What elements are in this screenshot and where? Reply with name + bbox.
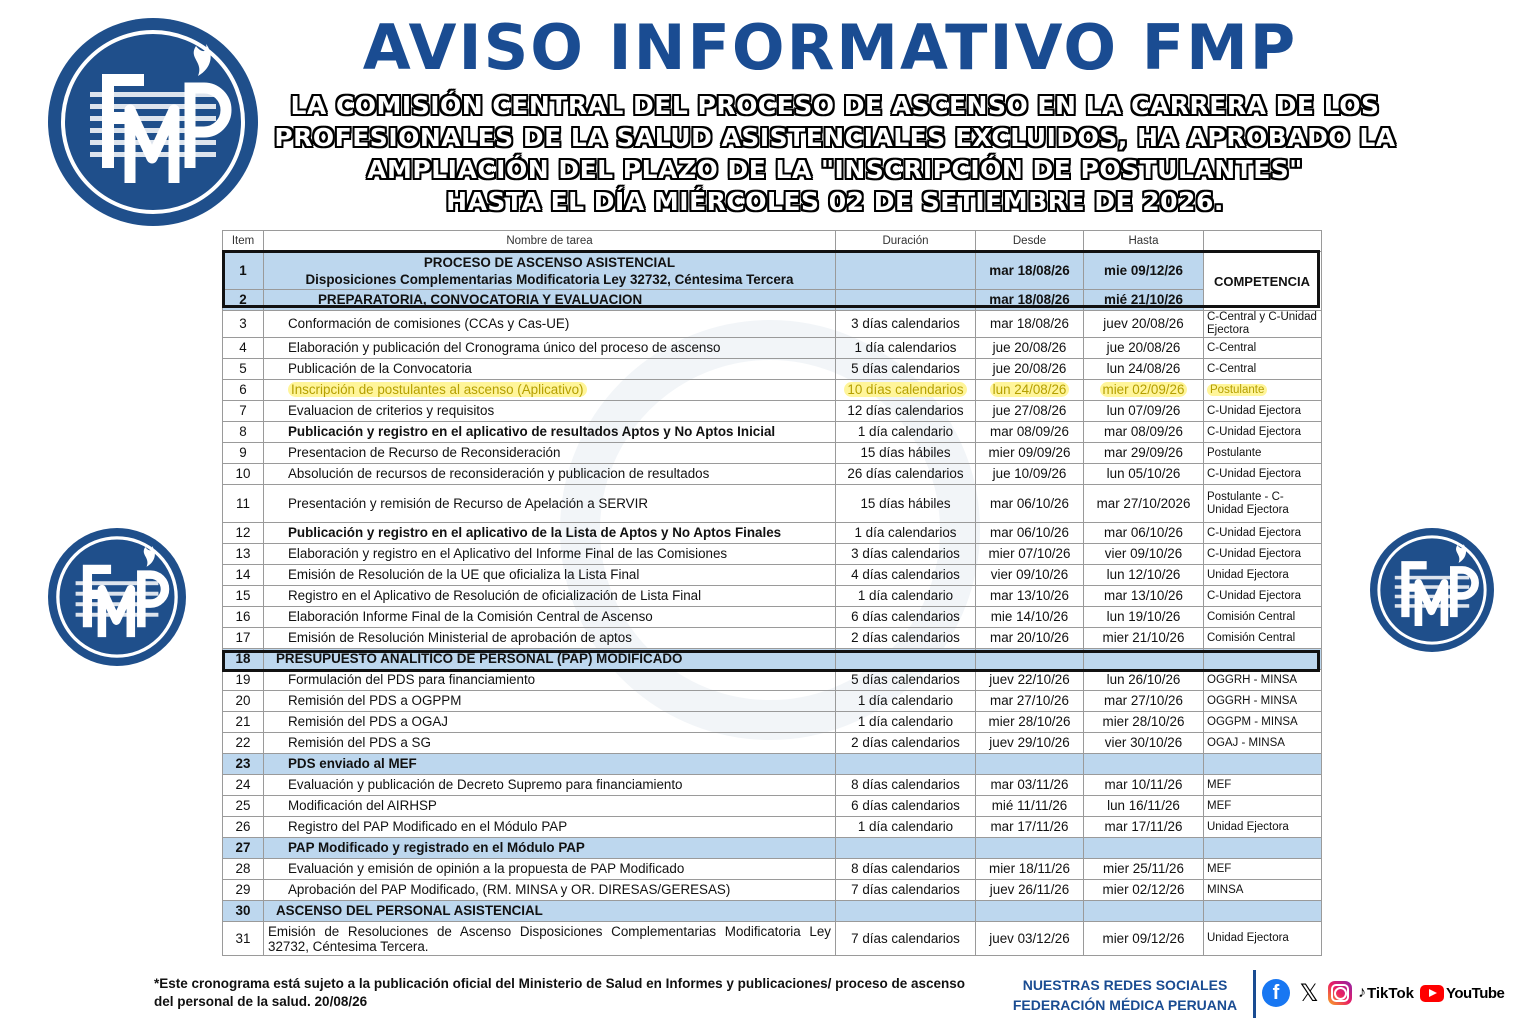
schedule-table xyxy=(222,230,1322,956)
table-row xyxy=(223,712,1322,733)
table-row xyxy=(223,796,1322,817)
cell-from: mar 20/10/26 xyxy=(976,628,1084,649)
cell-from xyxy=(976,380,1084,401)
cell-duration: 3 días calendarios xyxy=(836,544,976,565)
cell-competencia: Comisión Central xyxy=(1204,628,1322,649)
cell-task: Remisión del PDS a OGPPM xyxy=(264,691,836,712)
cell-to: mar 08/09/26 xyxy=(1084,422,1204,443)
cell-competencia: C-Unidad Ejectora xyxy=(1204,586,1322,607)
instagram-icon[interactable] xyxy=(1328,981,1352,1005)
cell-task: PREPARATORIA, CONVOCATORIA Y EVALUACION xyxy=(264,290,836,311)
cell-duration: 6 días calendarios xyxy=(836,607,976,628)
cell-item: 3 xyxy=(223,311,264,338)
cell-to: vier 09/10/26 xyxy=(1084,544,1204,565)
header-task: Nombre de tarea xyxy=(264,231,836,252)
cell-from: jue 10/09/26 xyxy=(976,464,1084,485)
cell-from xyxy=(976,754,1084,775)
cell-from: mar 18/08/26 xyxy=(976,252,1084,290)
facebook-icon[interactable]: f xyxy=(1262,979,1290,1007)
cell-duration xyxy=(836,901,976,922)
cell-to: jue 20/08/26 xyxy=(1084,338,1204,359)
cell-from xyxy=(976,901,1084,922)
cell-duration: 1 día calendario xyxy=(836,691,976,712)
table-row xyxy=(223,901,1322,922)
cell-from: juev 22/10/26 xyxy=(976,670,1084,691)
cell-item: 24 xyxy=(223,775,264,796)
cell-item: 18 xyxy=(223,649,264,670)
cell-from: mar 06/10/26 xyxy=(976,485,1084,523)
cell-competencia-merged: COMPETENCIA xyxy=(1204,252,1322,311)
cell-duration: 1 día calendario xyxy=(836,712,976,733)
cell-item: 21 xyxy=(223,712,264,733)
cell-from: mar 18/08/26 xyxy=(976,290,1084,311)
cell-task: PDS enviado al MEF xyxy=(264,754,836,775)
cell-competencia: C-Unidad Ejectora xyxy=(1204,544,1322,565)
subtitle-line-4: HASTA EL DÍA MIÉRCOLES 02 DE SETIEMBRE DE 2026. xyxy=(446,187,1224,216)
header-duration: Duración xyxy=(836,231,976,252)
cell-task: Presentación y remisión de Recurso de Apelación a SERVIR xyxy=(264,485,836,523)
subtitle-line-1: LA COMISIÓN CENTRAL DEL PROCESO DE ASCENSO EN LA CARRERA DE LOS xyxy=(290,91,1380,120)
cell-item: 29 xyxy=(223,880,264,901)
cell-duration: 7 días calendarios xyxy=(836,922,976,956)
cell-task: Remisión del PDS a OGAJ xyxy=(264,712,836,733)
cell-duration xyxy=(836,754,976,775)
cell-to: mar 27/10/26 xyxy=(1084,691,1204,712)
cell-task: Elaboración y publicación del Cronograma único del proceso de ascenso xyxy=(264,338,836,359)
tiktok-label: TikTok xyxy=(1367,984,1414,1002)
cell-from: mar 27/10/26 xyxy=(976,691,1084,712)
cell-item: 17 xyxy=(223,628,264,649)
cell-item: 7 xyxy=(223,401,264,422)
cell-duration: 2 días calendarios xyxy=(836,628,976,649)
fmp-logo-right-graphic xyxy=(1370,528,1494,652)
cell-to: mier 28/10/26 xyxy=(1084,712,1204,733)
announcement-subtitle xyxy=(260,90,1410,218)
cell-item: 4 xyxy=(223,338,264,359)
cell-task: Registro en el Aplicativo de Resolución de oficialización de Lista Final xyxy=(264,586,836,607)
social-line-1: NUESTRAS REDES SOCIALES xyxy=(1022,977,1228,993)
youtube-label: YouTube xyxy=(1445,984,1505,1002)
cell-duration: 15 días hábiles xyxy=(836,485,976,523)
cell-item: 13 xyxy=(223,544,264,565)
table-row xyxy=(223,607,1322,628)
footnote: *Este cronograma está sujeto a la publicación oficial del Ministerio de Salud en Informes y publicaciones/ proceso de ascenso del personal de la salud. 20/08/26 xyxy=(154,976,965,1009)
cell-from: mier 28/10/26 xyxy=(976,712,1084,733)
cell-competencia xyxy=(1204,901,1322,922)
cell-duration xyxy=(836,252,976,290)
table-header-row xyxy=(223,231,1322,252)
cell-task: Evaluacion de criterios y requisitos xyxy=(264,401,836,422)
divider xyxy=(1253,970,1256,1018)
cell-from: vier 09/10/26 xyxy=(976,565,1084,586)
table-row xyxy=(223,586,1322,607)
cell-competencia: Postulante - C-Unidad Ejectora xyxy=(1204,485,1322,523)
cell-competencia: C-Unidad Ejectora xyxy=(1204,401,1322,422)
cell-duration-text: 10 días calendarios xyxy=(844,382,966,397)
table-row xyxy=(223,380,1322,401)
cell-from: mar 06/10/26 xyxy=(976,523,1084,544)
table-row xyxy=(223,523,1322,544)
cell-task: PAP Modificado y registrado en el Módulo PAP xyxy=(264,838,836,859)
cell-task: Publicación y registro en el aplicativo de resultados Aptos y No Aptos Inicial xyxy=(264,422,836,443)
header-to: Hasta xyxy=(1084,231,1204,252)
cell-competencia xyxy=(1204,380,1322,401)
table-row xyxy=(223,290,1322,311)
table-row xyxy=(223,359,1322,380)
cell-to: mar 13/10/26 xyxy=(1084,586,1204,607)
table-row xyxy=(223,754,1322,775)
table-row xyxy=(223,401,1322,422)
cell-to: vier 30/10/26 xyxy=(1084,733,1204,754)
table-row xyxy=(223,443,1322,464)
table-row xyxy=(223,422,1322,443)
cell-from: mar 13/10/26 xyxy=(976,586,1084,607)
cell-item: 31 xyxy=(223,922,264,956)
cell-item: 10 xyxy=(223,464,264,485)
fmp-logo-left-graphic xyxy=(48,528,186,666)
cell-duration xyxy=(836,290,976,311)
cell-competencia xyxy=(1204,754,1322,775)
cell-item: 19 xyxy=(223,670,264,691)
cell-competencia: C-Unidad Ejectora xyxy=(1204,523,1322,544)
cell-from: mar 18/08/26 xyxy=(976,311,1084,338)
cell-to: mier 21/10/26 xyxy=(1084,628,1204,649)
cell-item: 1 xyxy=(223,252,264,290)
cell-to xyxy=(1084,838,1204,859)
table-row xyxy=(223,733,1322,754)
cell-to: juev 20/08/26 xyxy=(1084,311,1204,338)
cell-competencia: C-Unidad Ejectora xyxy=(1204,464,1322,485)
cell-competencia: Unidad Ejectora xyxy=(1204,817,1322,838)
cell-duration: 7 días calendarios xyxy=(836,880,976,901)
cell-to: mar 10/11/26 xyxy=(1084,775,1204,796)
cell-to: mie 09/12/26 xyxy=(1084,252,1204,290)
cell-to: lun 26/10/26 xyxy=(1084,670,1204,691)
cell-to: mier 09/12/26 xyxy=(1084,922,1204,956)
cell-task: Registro del PAP Modificado en el Módulo PAP xyxy=(264,817,836,838)
cell-task: PRESUPUESTO ANALITICO DE PERSONAL (PAP) MODIFICADO xyxy=(264,649,836,670)
cell-task: ASCENSO DEL PERSONAL ASISTENCIAL xyxy=(264,901,836,922)
table-row xyxy=(223,311,1322,338)
cell-duration: 4 días calendarios xyxy=(836,565,976,586)
cell-item: 6 xyxy=(223,380,264,401)
cell-task: Publicación de la Convocatoria xyxy=(264,359,836,380)
cell-competencia: C-Central xyxy=(1204,338,1322,359)
cell-duration: 8 días calendarios xyxy=(836,859,976,880)
cell-duration: 8 días calendarios xyxy=(836,775,976,796)
cell-duration: 1 día calendarios xyxy=(836,338,976,359)
fmp-logo-left xyxy=(48,528,186,666)
cell-item: 5 xyxy=(223,359,264,380)
cell-competencia: C-Central xyxy=(1204,359,1322,380)
cell-competencia: Unidad Ejectora xyxy=(1204,565,1322,586)
cell-item: 26 xyxy=(223,817,264,838)
cell-competencia: OGAJ - MINSA xyxy=(1204,733,1322,754)
cell-duration: 15 días hábiles xyxy=(836,443,976,464)
cell-task: Emisión de Resolución de la UE que oficializa la Lista Final xyxy=(264,565,836,586)
cell-from: mar 03/11/26 xyxy=(976,775,1084,796)
cell-from: mier 18/11/26 xyxy=(976,859,1084,880)
cell-to-text: mier 02/09/26 xyxy=(1100,382,1188,397)
cell-item: 15 xyxy=(223,586,264,607)
cell-competencia: MEF xyxy=(1204,775,1322,796)
social-label xyxy=(1000,975,1250,1015)
cell-competencia xyxy=(1204,649,1322,670)
table-row xyxy=(223,775,1322,796)
cell-from: juev 03/12/26 xyxy=(976,922,1084,956)
cell-from: mier 09/09/26 xyxy=(976,443,1084,464)
cell-item: 16 xyxy=(223,607,264,628)
cell-to: mar 06/10/26 xyxy=(1084,523,1204,544)
table-row xyxy=(223,464,1322,485)
table-row xyxy=(223,628,1322,649)
cell-task: Modificación del AIRHSP xyxy=(264,796,836,817)
cell-task: Aprobación del PAP Modificado, (RM. MINSA y OR. DIRESAS/GERESAS) xyxy=(264,880,836,901)
cell-item: 14 xyxy=(223,565,264,586)
cell-item: 9 xyxy=(223,443,264,464)
youtube-play-icon xyxy=(1420,985,1444,1002)
social-icons xyxy=(1262,978,1504,1008)
cell-from-text: lun 24/08/26 xyxy=(990,382,1070,397)
table-row xyxy=(223,565,1322,586)
cell-duration: 1 día calendario xyxy=(836,586,976,607)
cell-item: 23 xyxy=(223,754,264,775)
cell-task: Elaboración y registro en el Aplicativo del Informe Final de las Comisiones xyxy=(264,544,836,565)
cell-to xyxy=(1084,754,1204,775)
table-row xyxy=(223,544,1322,565)
cell-from: jue 20/08/26 xyxy=(976,338,1084,359)
cell-from xyxy=(976,838,1084,859)
cell-from: jue 20/08/26 xyxy=(976,359,1084,380)
social-line-2: FEDERACIÓN MÉDICA PERUANA xyxy=(1012,997,1238,1013)
cell-item: 11 xyxy=(223,485,264,523)
table-row xyxy=(223,338,1322,359)
table-row xyxy=(223,859,1322,880)
cell-duration: 3 días calendarios xyxy=(836,311,976,338)
cell-competencia-text: Postulante xyxy=(1207,384,1267,396)
cell-item: 27 xyxy=(223,838,264,859)
table-row xyxy=(223,485,1322,523)
cell-item: 22 xyxy=(223,733,264,754)
cell-to: lun 24/08/26 xyxy=(1084,359,1204,380)
cell-duration: 2 días calendarios xyxy=(836,733,976,754)
cell-task: Absolución de recursos de reconsideración y publicacion de resultados xyxy=(264,464,836,485)
header-from: Desde xyxy=(976,231,1084,252)
subtitle-line-3: AMPLIACIÓN DEL PLAZO DE LA "INSCRIPCIÓN DE POSTULANTES" xyxy=(367,155,1303,184)
youtube-icon[interactable] xyxy=(1420,985,1504,1002)
cell-competencia: Postulante xyxy=(1204,443,1322,464)
cell-to: mar 27/10/2026 xyxy=(1084,485,1204,523)
table-row xyxy=(223,691,1322,712)
cell-to: lun 16/11/26 xyxy=(1084,796,1204,817)
cell-item: 8 xyxy=(223,422,264,443)
cell-item: 25 xyxy=(223,796,264,817)
cell-task-text: Inscripción de postulantes al ascenso (Aplicativo) xyxy=(288,382,587,397)
cell-task: Emisión de Resoluciones de Ascenso Disposiciones Complementarias Modificatoria Ley 32732, Céntesima Tercera. xyxy=(264,922,836,956)
cell-duration: 12 días calendarios xyxy=(836,401,976,422)
cell-duration xyxy=(836,649,976,670)
cell-to: lun 05/10/26 xyxy=(1084,464,1204,485)
cell-competencia: OGGRH - MINSA xyxy=(1204,670,1322,691)
cell-competencia: Unidad Ejectora xyxy=(1204,922,1322,956)
cell-to: mar 17/11/26 xyxy=(1084,817,1204,838)
tiktok-note-icon: ♪ xyxy=(1358,984,1366,1001)
table-row xyxy=(223,252,1322,290)
table-row xyxy=(223,649,1322,670)
cell-competencia: MEF xyxy=(1204,796,1322,817)
cell-task: Publicación y registro en el aplicativo de la Lista de Aptos y No Aptos Finales xyxy=(264,523,836,544)
cell-competencia xyxy=(1204,838,1322,859)
cell-task: Conformación de comisiones (CCAs y Cas-UE) xyxy=(264,311,836,338)
cell-competencia: OGGRH - MINSA xyxy=(1204,691,1322,712)
header-item: Item xyxy=(223,231,264,252)
cell-task: Elaboración Informe Final de la Comisión Central de Ascenso xyxy=(264,607,836,628)
cell-competencia: C-Central y C-Unidad Ejectora xyxy=(1204,311,1322,338)
cell-item: 20 xyxy=(223,691,264,712)
cell-duration: 6 días calendarios xyxy=(836,796,976,817)
cell-to xyxy=(1084,901,1204,922)
tiktok-icon[interactable] xyxy=(1358,984,1414,1002)
fmp-logo-main xyxy=(48,18,258,226)
cell-task: Evaluación y publicación de Decreto Supremo para financiamiento xyxy=(264,775,836,796)
cell-from: juev 26/11/26 xyxy=(976,880,1084,901)
x-icon[interactable]: 𝕏 xyxy=(1299,979,1319,1007)
table-row xyxy=(223,817,1322,838)
cell-item: 12 xyxy=(223,523,264,544)
table-row xyxy=(223,880,1322,901)
cell-duration: 5 días calendarios xyxy=(836,359,976,380)
fmp-logo-right xyxy=(1370,528,1494,652)
cell-item: 30 xyxy=(223,901,264,922)
cell-to: mar 29/09/26 xyxy=(1084,443,1204,464)
cell-duration: 5 días calendarios xyxy=(836,670,976,691)
cell-to xyxy=(1084,380,1204,401)
cell-from: mie 14/10/26 xyxy=(976,607,1084,628)
fmp-logo-graphic xyxy=(48,18,258,226)
cell-from xyxy=(976,649,1084,670)
cell-task: Formulación del PDS para financiamiento xyxy=(264,670,836,691)
cell-from: mar 17/11/26 xyxy=(976,817,1084,838)
cell-to xyxy=(1084,649,1204,670)
cell-from: juev 29/10/26 xyxy=(976,733,1084,754)
cell-competencia: Comisión Central xyxy=(1204,607,1322,628)
cell-task xyxy=(264,380,836,401)
cell-competencia: MEF xyxy=(1204,859,1322,880)
cell-to: mier 25/11/26 xyxy=(1084,859,1204,880)
cell-task-line-1: PROCESO DE ASCENSO ASISTENCIAL xyxy=(423,254,676,270)
table-row xyxy=(223,838,1322,859)
cell-duration xyxy=(836,838,976,859)
cell-to: lun 07/09/26 xyxy=(1084,401,1204,422)
cell-duration: 1 día calendario xyxy=(836,422,976,443)
cell-to: mier 02/12/26 xyxy=(1084,880,1204,901)
cell-competencia: OGGPM - MINSA xyxy=(1204,712,1322,733)
cell-competencia: MINSA xyxy=(1204,880,1322,901)
cell-duration: 26 días calendarios xyxy=(836,464,976,485)
cell-task: Presentacion de Recurso de Reconsideración xyxy=(264,443,836,464)
cell-to: lun 12/10/26 xyxy=(1084,565,1204,586)
cell-duration: 1 día calendarios xyxy=(836,523,976,544)
cell-from: mar 08/09/26 xyxy=(976,422,1084,443)
table-row xyxy=(223,922,1322,956)
table-row xyxy=(223,670,1322,691)
header-competencia xyxy=(1204,231,1322,252)
cell-task: Emisión de Resolución Ministerial de aprobación de aptos xyxy=(264,628,836,649)
cell-to: mié 21/10/26 xyxy=(1084,290,1204,311)
page-title: AVISO INFORMATIVO FMP xyxy=(362,11,1298,84)
cell-to: lun 19/10/26 xyxy=(1084,607,1204,628)
cell-task-line-2: Disposiciones Complementarias Modificatoria Ley 32732, Céntesima Tercera xyxy=(305,271,794,287)
cell-duration: 1 día calendario xyxy=(836,817,976,838)
cell-duration xyxy=(836,380,976,401)
cell-item: 2 xyxy=(223,290,264,311)
cell-task xyxy=(264,252,836,290)
cell-item: 28 xyxy=(223,859,264,880)
cell-from: jue 27/08/26 xyxy=(976,401,1084,422)
subtitle-line-2: PROFESIONALES DE LA SALUD ASISTENCIALES EXCLUIDOS, HA APROBADO LA xyxy=(274,123,1396,152)
cell-competencia: C-Unidad Ejectora xyxy=(1204,422,1322,443)
cell-task: Evaluación y emisión de opinión a la propuesta de PAP Modificado xyxy=(264,859,836,880)
cell-task: Remisión del PDS a SG xyxy=(264,733,836,754)
cell-from: mié 11/11/26 xyxy=(976,796,1084,817)
cell-from: mier 07/10/26 xyxy=(976,544,1084,565)
